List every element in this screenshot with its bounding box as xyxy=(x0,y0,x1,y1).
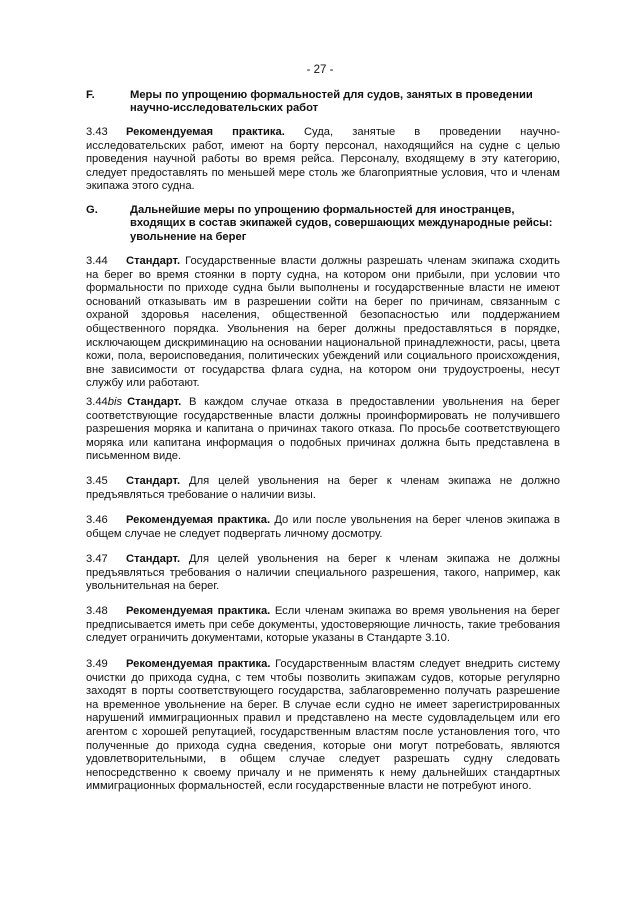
paragraph-number: 3.48 xyxy=(86,605,108,617)
paragraph-lead: Стандарт. xyxy=(126,475,181,487)
paragraph-3-44bis xyxy=(86,396,560,464)
paragraph-number: 3.43 xyxy=(86,126,108,138)
paragraph-3-46 xyxy=(86,514,560,541)
paragraph-text: Для целей увольнения на берег к членам экипажа не должно предъявляться требование о наличии визы. xyxy=(86,475,560,501)
paragraph-lead: Рекомендуемая практика. xyxy=(126,658,271,670)
paragraph-lead: Стандарт. xyxy=(126,553,181,565)
paragraph-text: Для целей увольнения на берег к членам экипажа не должны предъявляться требования о наличии специального разрешения, такого, например, как увольнительная на берег. xyxy=(86,553,560,593)
paragraph-number-main: 3.44 xyxy=(86,396,108,408)
paragraph-number xyxy=(86,396,122,410)
section-title: Меры по упрощению формальностей для судов, занятых в проведении научно-исследовательских работ xyxy=(130,89,533,115)
paragraph-3-48 xyxy=(86,605,560,646)
paragraph-number-suffix: bis xyxy=(107,396,123,408)
section-g-heading xyxy=(86,204,560,244)
section-title: Дальнейшие меры по упрощению формальностей для иностранцев, входящих в состав экипажей судов, совершающих международные рейсы: увольнение на берег xyxy=(130,204,553,243)
paragraph-3-44 xyxy=(86,255,560,391)
paragraph-number: 3.44 xyxy=(86,255,108,267)
paragraph-text: Суда, занятые в проведении научно-исследовательских работ, имеют на борту персонал, находящийся на судне с целью проведения научной работы во время рейса. Персоналу, входящему в эту категорию, следует предоставлять по меньшей мере столь же благоприятные условия, что и членам экипажа этого судна. xyxy=(86,126,560,193)
paragraph-number: 3.45 xyxy=(86,475,108,487)
paragraph-text: Если членам экипажа во время увольнения на берег предписывается иметь при себе документы, удостоверяющие личность, такие требования следует ограничить документами, которые указаны в Стандарте 3.10. xyxy=(86,605,560,645)
paragraph-text: Государственным властям следует внедрить систему очистки до прихода судна, с тем чтобы позволить экипажам судов, которые регулярно заходят в порты соответствующего государства, заблаговременно получать разрешение на временное увольнение на берег. В случае если судно не имеет зарегистрированных нарушений иммиграционных правил и представлено на месте судовладельцем или его агентом с хорошей репутацией, государственным властям после установления того, что полученные до прихода судна сведения, которые они могут потребовать, являются удовлетворительными, в общем случае следует разрешать судну следовать непосредственно к своему причалу и не применять к нему дальнейших стандартных иммиграционных формальностей, если государственные власти не потребуют иного. xyxy=(86,658,561,793)
paragraph-lead: Рекомендуемая практика. xyxy=(126,514,271,526)
paragraph-text: До или после увольнения на берег членов экипажа в общем случае не следует подвергать личному досмотру. xyxy=(86,514,561,540)
paragraph-lead: Рекомендуемая практика. xyxy=(126,126,285,138)
paragraph-3-43 xyxy=(86,126,560,194)
paragraph-number: 3.47 xyxy=(86,553,108,565)
section-letter: G. xyxy=(86,204,98,216)
section-letter: F. xyxy=(86,89,95,101)
paragraph-text: В каждом случае отказа в предоставлении увольнения на берег соответствующие государственные власти должны проинформировать не получившего разрешения моряка и капитана о причинах такого отказа. По просьбе соответствующего моряка или капитана информация о подобных причинах должна быть представлена в письменном виде. xyxy=(86,396,560,463)
paragraph-3-45 xyxy=(86,475,560,502)
paragraph-lead: Стандарт. xyxy=(126,255,181,267)
paragraph-3-49 xyxy=(86,658,560,794)
paragraph-text: Государственные власти должны разрешать членам экипажа сходить на берег во время стоянки в порту судна, на котором они прибыли, при условии что формальности по приходе судна были выполнены и государственные власти не имеют оснований отказывать им в разрешении сойти на берег по причинам, связанным с охраной здоровья населения, общественной безопасностью или поддержанием общественного порядка. Увольнения на берег должны предоставляться в порядке, исключающем дискриминацию на основании национальной принадлежности, расы, цвета кожи, пола, вероисповедания, политических убеждений или социального происхождения, вне зависимости от государства флага судна, на котором они трудоустроены, несут службу или работают. xyxy=(86,255,560,390)
paragraph-number: 3.46 xyxy=(86,514,108,526)
paragraph-number: 3.49 xyxy=(86,658,108,670)
page-number: - 27 - xyxy=(306,64,334,76)
paragraph-3-47 xyxy=(86,553,560,594)
paragraph-lead: Рекомендуемая практика. xyxy=(126,605,271,617)
section-f-heading xyxy=(86,89,560,116)
paragraph-lead: Стандарт. xyxy=(127,396,182,408)
